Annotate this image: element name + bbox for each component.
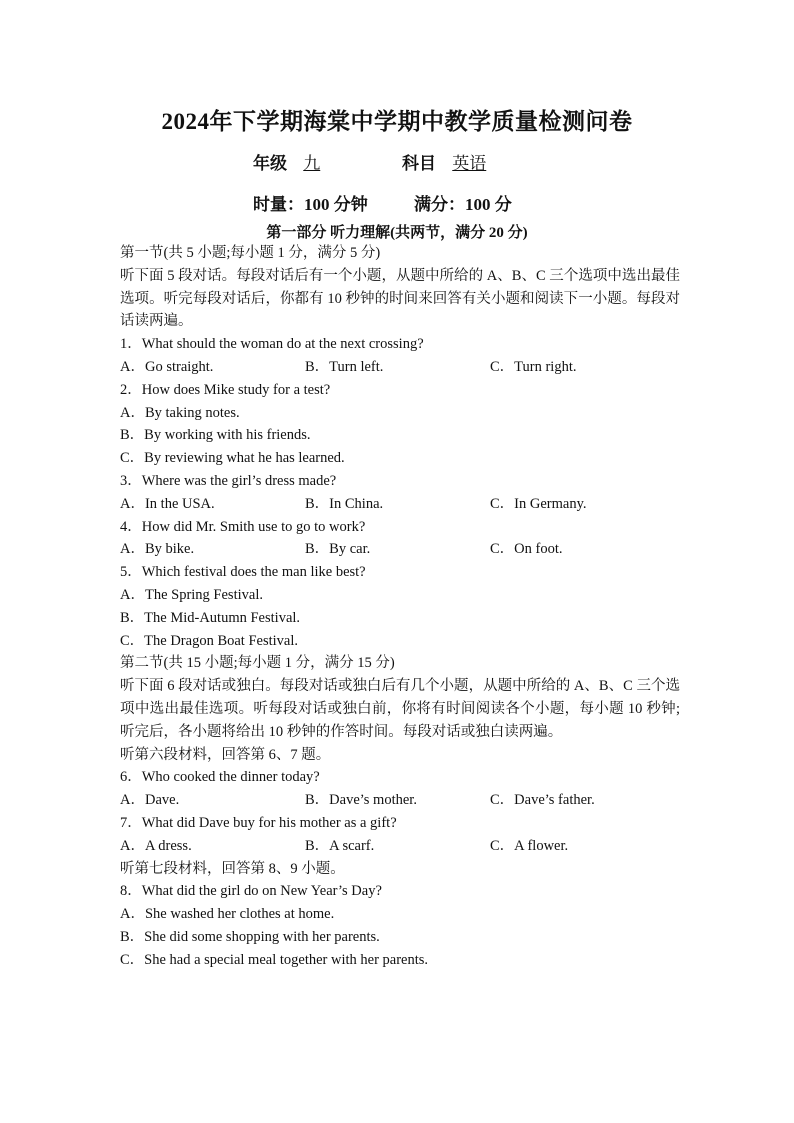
option-c: C．She had a special meal together with her parents. — [120, 951, 429, 968]
grade-label: 年级 — [253, 154, 287, 173]
subject-field — [402, 149, 486, 174]
option-a: A．She washed her clothes at home. — [120, 906, 335, 923]
option-c: C．In Germany. — [490, 495, 587, 512]
option-a: A．In the USA. — [120, 495, 215, 512]
option-b: B．By working with his friends. — [120, 427, 311, 444]
grade-value: 九 — [303, 154, 321, 173]
option-a: A．Dave. — [120, 792, 180, 809]
question-5: 5．Which festival does the man like best? — [120, 564, 366, 581]
option-b: B．She did some shopping with her parents. — [120, 928, 380, 945]
material-7-note: 听第七段材料，回答第 8、9 小题。 — [120, 860, 345, 877]
question-3-options — [120, 493, 680, 516]
option-a: A．By bike. — [120, 541, 195, 558]
part1-heading: 第一部分 听力理解(共两节，满分 20 分) — [266, 225, 528, 241]
section2-heading: 第二节(共 15 小题;每小题 1 分，满分 15 分) — [120, 655, 395, 672]
option-c: C．On foot. — [490, 541, 563, 558]
option-a: A．A dress. — [120, 837, 192, 854]
option-b: B．A scarf. — [305, 837, 375, 854]
option-b: B．Dave’s mother. — [305, 792, 417, 809]
question-1-options — [120, 356, 680, 379]
option-a: A．Go straight. — [120, 358, 214, 375]
subject-label: 科目 — [402, 154, 436, 173]
question-4: 4．How did Mr. Smith use to go to work? — [120, 518, 366, 535]
grade-field — [253, 149, 320, 174]
question-1: 1．What should the woman do at the next crossing? — [120, 336, 424, 353]
question-4-options — [120, 538, 680, 561]
full-score: 满分：100 分 — [414, 195, 512, 214]
option-b: B．In China. — [305, 495, 384, 512]
option-b: B．The Mid-Autumn Festival. — [120, 609, 301, 626]
option-c: C．A flower. — [490, 837, 569, 854]
subject-value: 英语 — [452, 154, 487, 173]
section1-instruction: 听下面 5 段对话。每段对话后有一个小题，从题中所给的 A、B、C 三个选项中选出最佳选项。听完每段对话后，你都有 10 秒钟的时间来回答有关小题和阅读下一小题。每段对话读两遍。 — [120, 267, 680, 330]
question-3: 3．Where was the girl’s dress made? — [120, 472, 337, 489]
question-7-options — [120, 835, 680, 858]
time-limit: 时量：100 分钟 — [253, 195, 368, 214]
question-6-options — [120, 789, 680, 812]
option-b: B．By car. — [305, 541, 371, 558]
option-c: C．The Dragon Boat Festival. — [120, 632, 299, 649]
option-c: C．Dave’s father. — [490, 792, 595, 809]
section2-instruction: 听下面 6 段对话或独白。每段对话或独白后有几个小题，从题中所给的 A、B、C 三个选项中选出最佳选项。听每段对话或独白前，你将有时间阅读各个小题，每小题 10 秒钟;听完后，各小题将给出 10 秒钟的作答时间。每段对话或独白读两遍。 — [120, 678, 680, 740]
option-c: C．Turn right. — [490, 358, 577, 375]
option-c: C．By reviewing what he has learned. — [120, 450, 345, 467]
material-6-note: 听第六段材料，回答第 6、7 题。 — [120, 746, 331, 763]
option-a: A．By taking notes. — [120, 404, 240, 421]
option-b: B．Turn left. — [305, 358, 384, 375]
question-8: 8．What did the girl do on New Year’s Day? — [120, 883, 382, 900]
question-6: 6．Who cooked the dinner today? — [120, 769, 320, 786]
exam-body — [120, 242, 680, 972]
section1-heading: 第一节(共 5 小题;每小题 1 分，满分 5 分) — [120, 245, 381, 261]
option-a: A．The Spring Festival. — [120, 586, 263, 603]
exam-title: 2024年下学期海棠中学期中教学质量检测问卷 — [161, 109, 633, 134]
question-7: 7．What did Dave buy for his mother as a gift? — [120, 814, 397, 831]
question-2: 2．How does Mike study for a test? — [120, 381, 331, 398]
